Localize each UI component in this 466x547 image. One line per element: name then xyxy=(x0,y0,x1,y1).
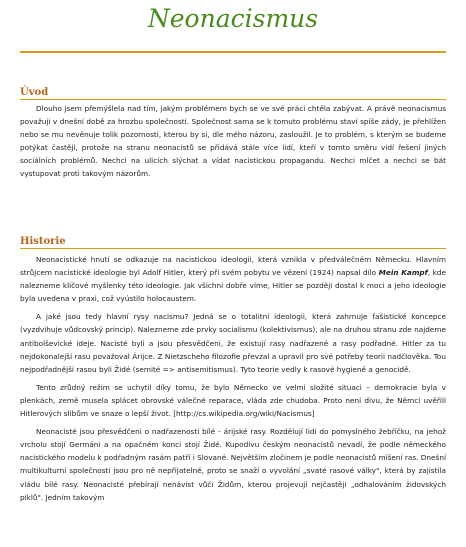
paragraph: Tento zrůdný režim se uchytil díky tomu, že bylo Německo ve velmi složité situaci – demokracie byla v plenkách, země musela splácet obrovské válečné reparace, vláda zde chudoba. Proto není divu, že Němci uvěřili Hitlerových slibům ve snaze o lepší život. [http://cs.wikipedia.org/wiki/Nacismus] xyxy=(20,382,446,419)
paragraph: A jaké jsou tedy hlavní rysy nacismu? Jedná se o totalitní ideologii, která zahrnuje fašistické koncepce (vyzdvihuje vůdcovský princip). Nalezneme zde prvky socialismu (kolektivismus), ale na druhou stranu zde najdeme antibolševické ideje. Nacisté byli a jsou přesvědčeni, že existují rasy nadřazené a rasy podřadné. Hitler za tu nejdokonalejší rasu považoval Árijce. Z Nietzscheho filozofie převzal a upravil pro své potřeby teorii nadčlověka. Tou nejpodřadnější rasou byli Židé (semité => antisemitismus). Tyto teorie vedly k rasové hygieně a genocidě. xyxy=(20,312,446,374)
document-title: Neonacismus xyxy=(147,4,319,33)
book-title: Mein Kampf xyxy=(378,268,428,278)
section-uvod xyxy=(20,102,446,186)
section-heading-uvod: Úvod xyxy=(20,87,446,100)
paragraph: Neonacisté jsou přesvědčeni o nadřazenosti bílé - árijské rasy. Rozdělují lidi do pomyslného žebříčku, na jehož vrcholu stojí Germáni a na opačném konci stojí Židé. Kupodivu českým neonacistů nevadí, že podle německého nacistického modelu k podřadným rasám patří i Slované. Největším zločinem je podle neonacistů míšení ras. Dnešní multikulturní společnosti jsou pro ně nepřijatelné, proto se snaží o vyvolání „svaté rasové války", která by zajistila vládu bílé rasy. Neonacisté přebírají nenávist vůči Židům, kterou projevují nejčastěji „odhalováním židovských piklů". Jedním takovým xyxy=(20,427,446,502)
title-divider xyxy=(20,51,446,53)
paragraph-text: Neonacistické hnutí se odkazuje na nacistickou ideologii, která vznikla v předválečném Německu. Hlavním strůjcem nacistické ideologie byl Adolf Hitler, který při svém pobytu ve vězení (1924) napsal dílo xyxy=(20,255,446,278)
paragraph-text: , kde nalezneme klíčové myšlenky této ideologie. Jak všichni dobře víme, Hitler se později dostal k moci a jeho ideologie byla uvedena v praxi, což vyústilo holocaustem. xyxy=(20,268,446,304)
paragraph xyxy=(20,253,446,305)
section-historie xyxy=(20,253,446,509)
section-heading-historie: Historie xyxy=(20,236,446,249)
paragraph: Dlouho jsem přemýšlela nad tím, jakým problémem bych se ve své práci chtěla zabývat. A právě neonacismus považuji v dnešní době za hrozbu společnosti. Společnost sama se k tomuto problému staví spíše zády, je přehlížen nebo se mu nevěnuje tolik pozornosti, kterou by si, dle mého názoru, zasloužil. Je to problém, s kterým se budeme potýkat častěji, protože na stranu neonacistů se přidává stále více lidí, kteří v tomto směru vidí řešení jiných sociálních problémů. Nechci na ulicích slýchat a vídat nacistickou propagandu. Nechci mlčet a nechci se bát vystupovat proti takovým názorům. xyxy=(20,104,446,179)
